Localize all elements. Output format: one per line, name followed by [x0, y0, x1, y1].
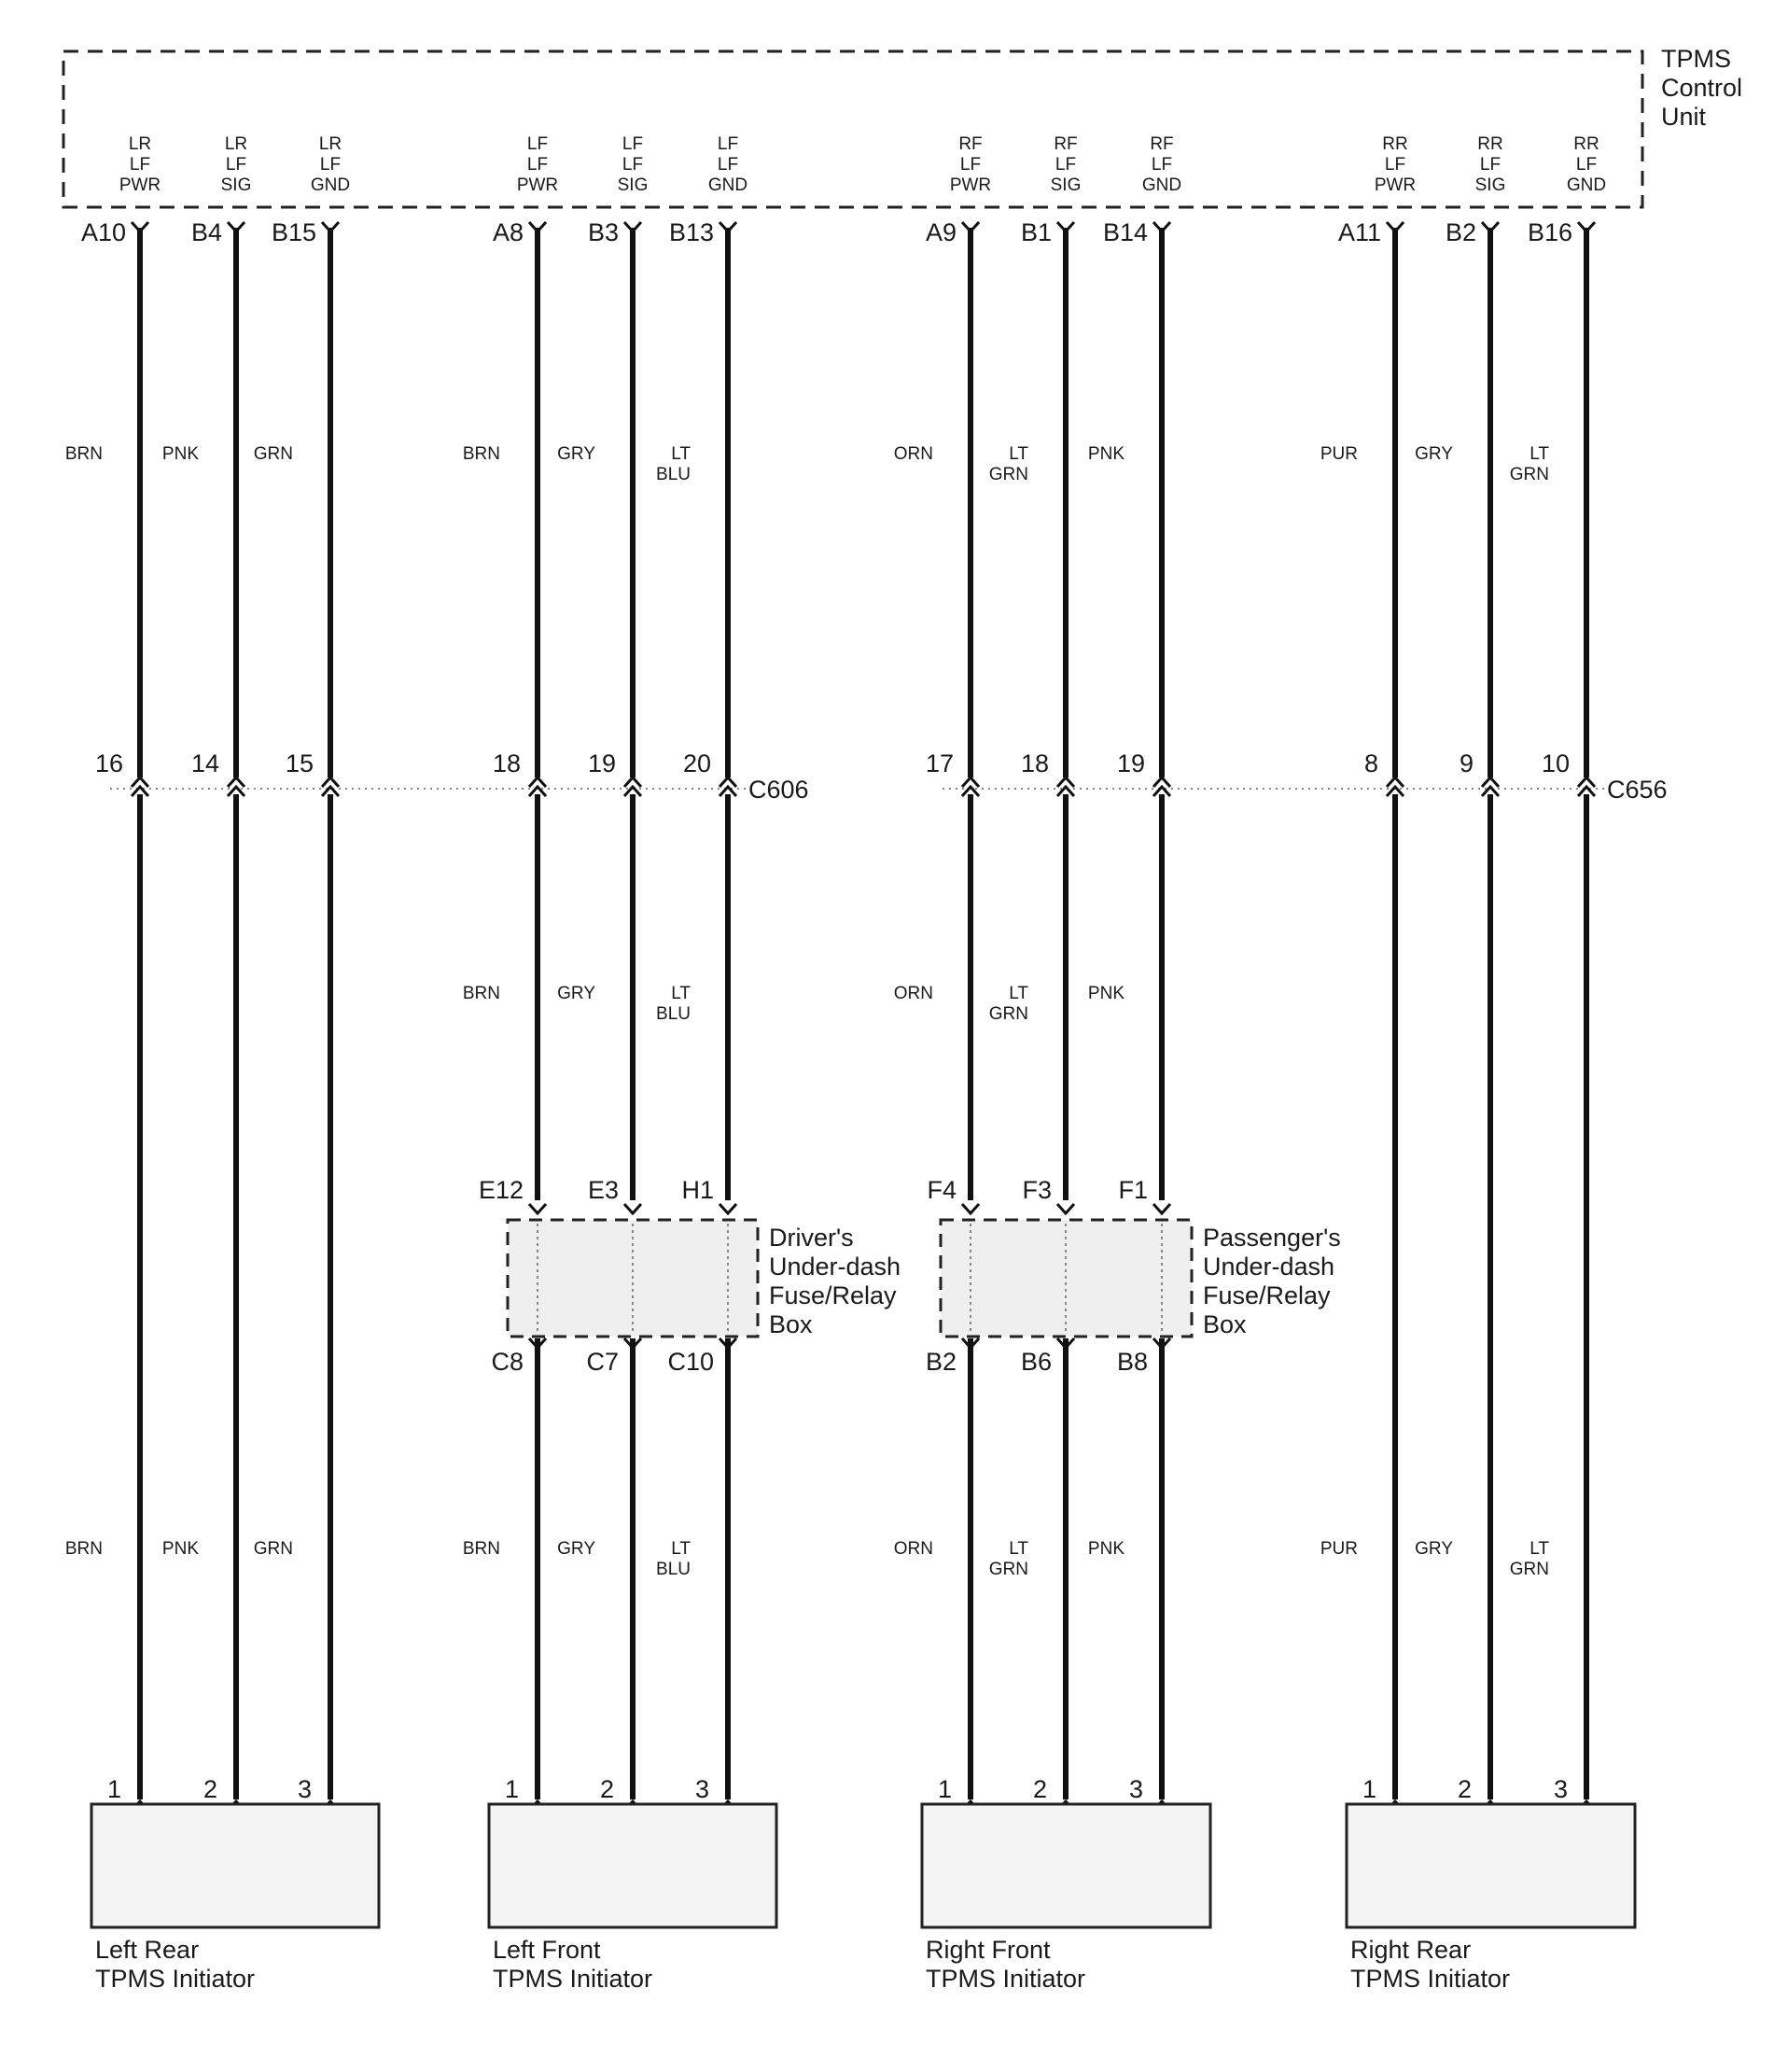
- inline-connector-pin: 8: [1363, 749, 1378, 777]
- wire-color-upper-line: PNK: [1087, 444, 1124, 464]
- fuse-relay-box-label-line: Fuse/Relay: [769, 1281, 897, 1309]
- signal-label-line: GND: [1141, 175, 1182, 195]
- wire-color-upper-line: GRN: [1509, 465, 1549, 484]
- wire-color-upper: [557, 444, 595, 464]
- inline-connector-terminal: [529, 777, 546, 796]
- cu-pin-label: B1: [1020, 218, 1052, 246]
- tpms-initiator-label-line: Right Front: [926, 1936, 1051, 1964]
- wire-color-upper: [162, 444, 199, 464]
- wire-color-middle-line: GRN: [988, 1004, 1028, 1024]
- signal-label-line: RF: [1054, 134, 1078, 154]
- relay-box-input-pin: H1: [681, 1176, 714, 1204]
- initiator-pin: 1: [1362, 1775, 1376, 1803]
- signal-label-line: RR: [1382, 134, 1408, 154]
- signal-label: [1375, 134, 1416, 195]
- signal-label-line: RF: [1150, 134, 1174, 154]
- cu-pin-label: B3: [587, 218, 619, 246]
- wire-color-middle: [989, 984, 1029, 1024]
- inline-connector-terminal: [1482, 777, 1499, 796]
- signal-label-line: RR: [1477, 134, 1503, 154]
- relay-box-input-pin: E3: [587, 1176, 619, 1204]
- inline-connector-terminal: [962, 777, 979, 796]
- signal-label: [1567, 134, 1606, 195]
- tpms-control-unit-title-line: Control: [1661, 74, 1743, 102]
- inline-connector-pin: 17: [925, 749, 954, 777]
- inline-connector-pin: 18: [492, 749, 521, 777]
- inline-connector-pin: 15: [285, 749, 314, 777]
- wire-color-middle-line: LT: [671, 984, 691, 1003]
- signal-label: [517, 134, 558, 195]
- initiator-pin: 3: [297, 1775, 312, 1803]
- wire-color-lower-line: GRY: [557, 1539, 595, 1559]
- wire-color-lower: [656, 1539, 691, 1579]
- relay-box-input-terminal: [1153, 1204, 1170, 1213]
- tpms-initiator-label-line: TPMS Initiator: [1350, 1965, 1511, 1993]
- signal-label-line: SIG: [1474, 175, 1506, 195]
- inline-connector-terminal: [1153, 777, 1170, 796]
- tpms-initiator-rr: [1347, 1804, 1635, 1927]
- signal-label: [1051, 134, 1082, 195]
- wire-color-lower: [1415, 1539, 1453, 1559]
- signal-label: [1142, 134, 1181, 195]
- tpms-initiator-label: [926, 1936, 1085, 1993]
- signal-label: [618, 134, 649, 195]
- tpms-control-unit-title: [1661, 45, 1742, 131]
- inline-connector-pin: 9: [1459, 749, 1474, 777]
- cu-pin-label: B13: [668, 218, 714, 246]
- wire-color-upper-line: PNK: [161, 444, 199, 464]
- relay-box-output-pin: B8: [1116, 1348, 1148, 1376]
- tpms-control-unit-title-line: TPMS: [1661, 45, 1732, 73]
- fuse-relay-box-label-line: Passenger's: [1203, 1224, 1341, 1252]
- signal-label-line: GND: [310, 175, 351, 195]
- wire-color-middle: [894, 984, 933, 1003]
- wire-color-upper: [463, 444, 500, 464]
- inline-connector-terminal: [1387, 777, 1404, 796]
- relay-box-input-terminal: [1057, 1204, 1074, 1213]
- signal-label: [950, 134, 991, 195]
- fuse-relay-box-label-line: Under-dash: [1203, 1253, 1335, 1281]
- fuse-relay-box-label: [1203, 1224, 1341, 1338]
- fuse-relay-box-label-line: Under-dash: [769, 1253, 901, 1281]
- relay-box-output-pin: C8: [491, 1348, 524, 1376]
- wire-color-upper: [894, 444, 933, 464]
- signal-label-line: LF: [717, 134, 739, 154]
- wire-color-middle: [1088, 984, 1124, 1003]
- relay-box-output-pin: C7: [586, 1348, 619, 1376]
- wire-color-upper-line: LT: [1009, 444, 1028, 464]
- wire-color-lower-line: BRN: [64, 1539, 103, 1559]
- initiator-pin: 2: [599, 1775, 614, 1803]
- signal-label-line: SIG: [1050, 175, 1082, 195]
- initiator-pin: 2: [1457, 1775, 1472, 1803]
- relay-box-input-pin: E12: [478, 1176, 524, 1204]
- tpms-initiator-label: [95, 1936, 255, 1993]
- wire-color-lower-line: LT: [1530, 1539, 1549, 1559]
- wire-color-upper: [65, 444, 103, 464]
- signal-label: [119, 134, 161, 195]
- wire-color-lower-line: BLU: [656, 1560, 691, 1579]
- initiator-pin: 2: [203, 1775, 217, 1803]
- signal-label: [311, 134, 350, 195]
- relay-box-output-pin: B2: [925, 1348, 957, 1376]
- wire-color-middle-line: PNK: [1087, 984, 1124, 1003]
- wire-color-lower: [65, 1539, 103, 1559]
- signal-label-line: LF: [319, 155, 342, 175]
- inline-connector-pin: 19: [1116, 749, 1145, 777]
- cu-pin-label: A10: [80, 218, 126, 246]
- signal-label-line: PWR: [119, 175, 161, 195]
- tpms-initiator-lf: [489, 1804, 776, 1927]
- wire-color-lower: [989, 1539, 1029, 1579]
- tpms-initiator-label-line: TPMS Initiator: [493, 1965, 653, 1993]
- signal-label-line: RF: [958, 134, 983, 154]
- initiator-pin: 1: [937, 1775, 952, 1803]
- wire-color-upper-line: PUR: [1320, 444, 1358, 464]
- wire-color-middle: [463, 984, 500, 1003]
- relay-box-input-terminal: [624, 1204, 641, 1213]
- inline-connector-terminal: [624, 777, 641, 796]
- signal-label-line: LR: [224, 134, 248, 154]
- signal-label: [1475, 134, 1506, 195]
- wire-color-upper: [254, 444, 293, 464]
- wire-color-upper: [1088, 444, 1124, 464]
- signal-label-line: LF: [225, 155, 247, 175]
- wire-color-middle-line: ORN: [893, 984, 933, 1003]
- signal-label-line: LF: [1151, 155, 1173, 175]
- initiator-pin: 1: [106, 1775, 121, 1803]
- relay-box-output-pin: B6: [1020, 1348, 1052, 1376]
- signal-label-line: PWR: [949, 175, 992, 195]
- wire-color-upper-line: GRN: [988, 465, 1028, 484]
- cu-pin-label: B15: [271, 218, 316, 246]
- relay-box-input-terminal: [719, 1204, 736, 1213]
- tpms-initiator-label-line: Right Rear: [1350, 1936, 1472, 1964]
- fuse-relay-box-label-line: Box: [769, 1310, 813, 1338]
- wire-color-middle: [656, 984, 691, 1024]
- relay-box-input-pin: F1: [1118, 1176, 1148, 1204]
- fuse-relay-box-label-line: Driver's: [769, 1224, 854, 1252]
- tpms-initiator-label-line: TPMS Initiator: [95, 1965, 256, 1993]
- signal-label-line: GND: [1566, 175, 1607, 195]
- inline-connector-pin: 10: [1541, 749, 1570, 777]
- signal-label-line: SIG: [617, 175, 649, 195]
- wire-color-upper-line: GRY: [557, 444, 595, 464]
- wire-color-upper-line: BLU: [656, 465, 691, 484]
- connector-label-c656: C656: [1607, 776, 1668, 804]
- wire-color-lower: [557, 1539, 595, 1559]
- wire-color-upper-line: GRN: [253, 444, 293, 464]
- tpms-initiator-label: [493, 1936, 652, 1993]
- wire-color-lower-line: GRN: [1509, 1560, 1549, 1579]
- fuse-relay-box-label: [769, 1224, 901, 1338]
- inline-connector-pin: 18: [1020, 749, 1049, 777]
- initiator-pin: 1: [504, 1775, 519, 1803]
- wire-color-lower-line: ORN: [893, 1539, 933, 1559]
- signal-label-line: LF: [1479, 155, 1502, 175]
- inline-connector-terminal: [1057, 777, 1074, 796]
- tpms-initiator-lr: [91, 1804, 379, 1927]
- initiator-pin: 3: [1553, 1775, 1568, 1803]
- wire-color-lower-line: LT: [671, 1539, 691, 1559]
- wire-color-lower: [463, 1539, 500, 1559]
- cu-pin-label: B4: [190, 218, 222, 246]
- signal-label: [708, 134, 747, 195]
- wire-color-upper-line: LT: [671, 444, 691, 464]
- cu-pin-label: A9: [925, 218, 957, 246]
- signal-label-line: LF: [622, 134, 644, 154]
- signal-label-line: LF: [1575, 155, 1598, 175]
- inline-connector-pin: 14: [190, 749, 219, 777]
- wire-color-upper: [1320, 444, 1358, 464]
- relay-box-input-pin: F3: [1022, 1176, 1052, 1204]
- wire-color-upper-line: GRY: [1415, 444, 1453, 464]
- wire-color-lower-line: LT: [1009, 1539, 1028, 1559]
- inline-connector-terminal: [322, 777, 339, 796]
- signal-label-line: LF: [717, 155, 739, 175]
- signal-label-line: LR: [128, 134, 152, 154]
- tpms-initiator-label: [1350, 1936, 1510, 1993]
- signal-label-line: LR: [318, 134, 342, 154]
- inline-connector-terminal: [1578, 777, 1595, 796]
- relay-box-output-pin: C10: [667, 1348, 714, 1376]
- cu-pin-label: A8: [492, 218, 524, 246]
- wire-color-lower: [1320, 1539, 1358, 1559]
- wire-color-lower-line: PNK: [161, 1539, 199, 1559]
- inline-connector-terminal: [228, 777, 244, 796]
- initiator-pin: 2: [1032, 1775, 1047, 1803]
- signal-label: [221, 134, 252, 195]
- wire-color-upper: [656, 444, 691, 484]
- wire-color-upper: [1510, 444, 1550, 484]
- tpms-initiator-label-line: Left Rear: [95, 1936, 200, 1964]
- connector-label-c606: C606: [748, 776, 809, 804]
- signal-label-line: LF: [526, 134, 549, 154]
- signal-label-line: RR: [1573, 134, 1599, 154]
- cu-pin-label: B16: [1527, 218, 1572, 246]
- wire-color-upper-line: BRN: [64, 444, 103, 464]
- wire-color-upper-line: BRN: [462, 444, 500, 464]
- inline-connector-pin: 19: [587, 749, 616, 777]
- signal-label-line: LF: [622, 155, 644, 175]
- fuse-relay-box-label-line: Fuse/Relay: [1203, 1281, 1331, 1309]
- wire-color-upper: [1415, 444, 1453, 464]
- signal-label-line: LF: [959, 155, 982, 175]
- wire-color-lower-line: GRY: [1415, 1539, 1453, 1559]
- cu-pin-label: B14: [1102, 218, 1148, 246]
- signal-label-line: LF: [1055, 155, 1077, 175]
- wire-color-middle: [557, 984, 595, 1003]
- wire-color-lower: [1088, 1539, 1124, 1559]
- wire-color-lower-line: PNK: [1087, 1539, 1124, 1559]
- inline-connector-pin: 16: [94, 749, 123, 777]
- initiator-pin: 3: [694, 1775, 709, 1803]
- wire-color-lower: [162, 1539, 199, 1559]
- wire-color-upper-line: ORN: [893, 444, 933, 464]
- wire-color-lower-line: GRN: [988, 1560, 1028, 1579]
- fuse-relay-box-label-line: Box: [1203, 1310, 1247, 1338]
- tpms-initiator-label-line: TPMS Initiator: [926, 1965, 1086, 1993]
- wire-color-lower-line: GRN: [253, 1539, 293, 1559]
- inline-connector-pin: 20: [682, 749, 711, 777]
- wire-color-upper: [989, 444, 1029, 484]
- relay-box-input-terminal: [962, 1204, 979, 1213]
- initiator-pin: 3: [1128, 1775, 1143, 1803]
- wire-color-lower-line: BRN: [462, 1539, 500, 1559]
- wire-color-middle-line: BRN: [462, 984, 500, 1003]
- cu-pin-label: A11: [1337, 218, 1381, 246]
- signal-label-line: LF: [129, 155, 151, 175]
- cu-pin-label: B2: [1445, 218, 1476, 246]
- wire-color-middle-line: BLU: [656, 1004, 691, 1024]
- signal-label-line: GND: [707, 175, 748, 195]
- wire-color-lower: [894, 1539, 933, 1559]
- wire-color-middle-line: LT: [1009, 984, 1028, 1003]
- tpms-control-unit-title-line: Unit: [1661, 103, 1707, 131]
- wire-color-lower: [1510, 1539, 1550, 1579]
- inline-connector-terminal: [719, 777, 736, 796]
- wire-color-upper-line: LT: [1530, 444, 1549, 464]
- signal-label-line: PWR: [516, 175, 559, 195]
- signal-label-line: LF: [1384, 155, 1406, 175]
- tpms-initiator-label-line: Left Front: [493, 1936, 601, 1964]
- relay-box-input-terminal: [529, 1204, 546, 1213]
- wire-color-lower-line: PUR: [1320, 1539, 1358, 1559]
- wire-color-lower: [254, 1539, 293, 1559]
- inline-connector-terminal: [132, 777, 148, 796]
- signal-label-line: PWR: [1374, 175, 1417, 195]
- wire-color-middle-line: GRY: [557, 984, 595, 1003]
- signal-label-line: SIG: [220, 175, 252, 195]
- tpms-initiator-rf: [922, 1804, 1210, 1927]
- relay-box-input-pin: F4: [927, 1176, 957, 1204]
- signal-label-line: LF: [526, 155, 549, 175]
